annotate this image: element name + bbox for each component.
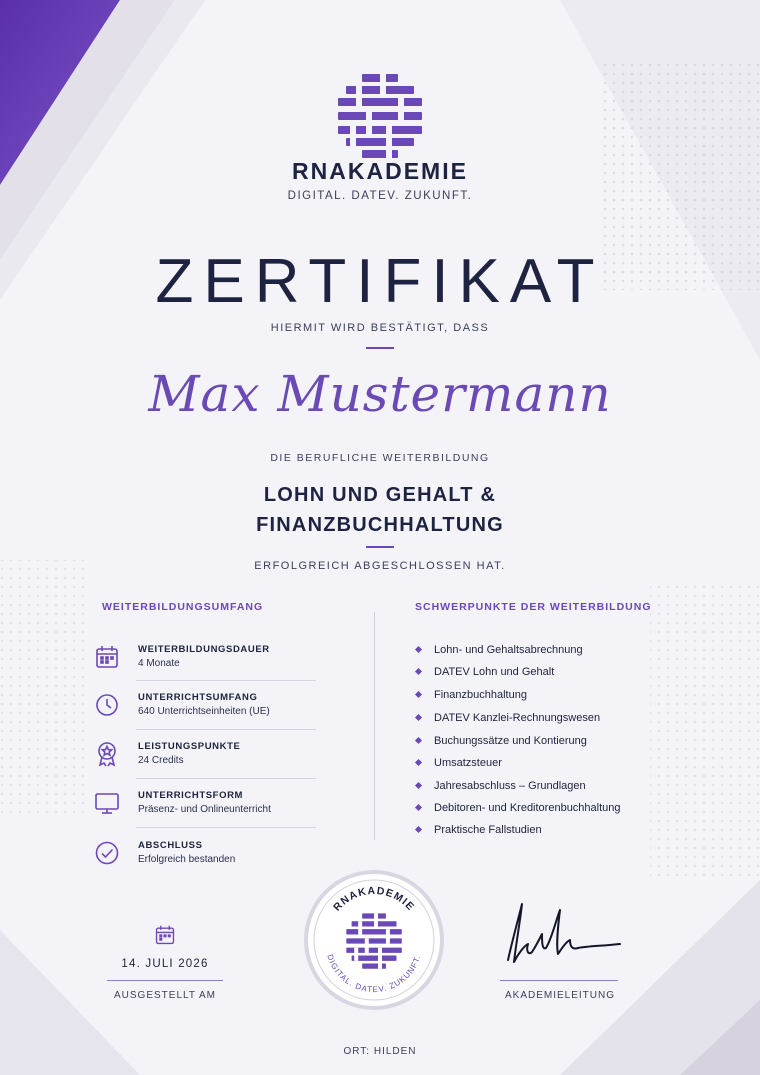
scope-item-duration <box>92 640 316 680</box>
scope-item-value: Erfolgreich bestanden <box>138 854 236 865</box>
scope-item-completion <box>92 836 316 876</box>
seal-logo-icon <box>346 913 401 968</box>
scope-item-label: LEISTUNGSPUNKTE <box>138 741 241 752</box>
brand-logo-icon <box>336 72 424 160</box>
separator <box>136 778 316 779</box>
scope-item-value: Präsenz- und Onlineunterricht <box>138 804 271 815</box>
course-title <box>0 480 760 540</box>
award-badge-icon <box>94 741 120 767</box>
certificate-title: ZERTIFIKAT <box>155 247 605 316</box>
scope-item-label: UNTERRICHTSFORM <box>138 790 244 801</box>
column-divider <box>374 612 375 840</box>
brand-name: RNAKADEMIE <box>292 158 468 184</box>
scope-item-format <box>92 786 316 826</box>
calendar-icon <box>154 924 176 946</box>
scope-item-label: ABSCHLUSS <box>138 840 203 851</box>
completion-text: ERFOLGREICH ABGESCHLOSSEN HAT. <box>254 560 506 572</box>
scope-item-value: 4 Monate <box>138 658 180 669</box>
divider <box>366 546 394 548</box>
issue-date-label: AUSGESTELLT AM <box>114 990 216 1001</box>
course-title-line-2: FINANZBUCHHALTUNG <box>256 514 504 536</box>
signature-line <box>500 980 618 981</box>
issue-date: 14. JULI 2026 <box>121 958 209 970</box>
focus-heading: SCHWERPUNKTE DER WEITERBILDUNG <box>415 601 652 613</box>
clock-icon <box>94 692 120 718</box>
separator <box>136 680 316 681</box>
date-underline <box>107 980 223 981</box>
separator <box>136 729 316 730</box>
signature-label: AKADEMIELEITUNG <box>504 990 616 1001</box>
seal-badge <box>302 868 446 1012</box>
intro-text: HIERMIT WIRD BESTÄTIGT, DASS <box>270 322 490 334</box>
seal-bottom-text: DIGITAL. DATEV. ZUKUNFT. <box>325 953 423 995</box>
recipient-name: Max Mustermann <box>148 365 612 423</box>
divider <box>366 347 394 349</box>
scope-item-label: UNTERRICHTSUMFANG <box>138 692 258 703</box>
scope-item-hours <box>92 688 316 728</box>
course-title-line-1: LOHN UND GEHALT & <box>263 484 497 506</box>
monitor-icon <box>94 790 120 816</box>
scope-item-credits <box>92 737 316 777</box>
place-text: ORT: HILDEN <box>343 1046 417 1057</box>
calendar-icon <box>94 644 120 670</box>
course-intro: DIE BERUFLICHE WEITERBILDUNG <box>270 452 490 464</box>
scope-item-label: WEITERBILDUNGSDAUER <box>138 644 270 655</box>
separator <box>136 827 316 828</box>
scope-item-value: 24 Credits <box>138 755 184 766</box>
check-circle-icon <box>94 840 120 866</box>
brand-tagline: DIGITAL. DATEV. ZUKUNFT. <box>287 190 473 202</box>
signature <box>498 898 626 974</box>
scope-item-value: 640 Unterrichtseinheiten (UE) <box>138 706 270 717</box>
seal-top-text: RNAKADEMIE <box>331 884 417 914</box>
scope-heading: WEITERBILDUNGSUMFANG <box>102 601 264 613</box>
